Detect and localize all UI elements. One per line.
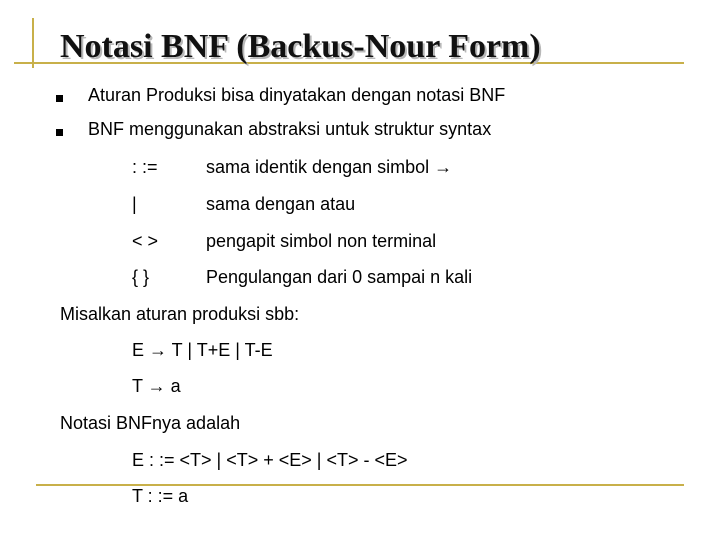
notation-meaning: Pengulangan dari 0 sampai n kali bbox=[206, 267, 473, 287]
notation-meaning: pengapit simbol non terminal bbox=[206, 231, 437, 251]
bnf-intro: Notasi BNFnya adalah bbox=[60, 413, 241, 433]
bullet-marker bbox=[56, 95, 63, 102]
production-rule: T → a bbox=[132, 376, 181, 396]
slide-title: Notasi BNF (Backus-Nour Form) bbox=[60, 28, 541, 65]
notation-symbol: : := bbox=[132, 157, 158, 177]
bullet-text: BNF menggunakan abstraksi untuk struktur syntax bbox=[88, 119, 492, 139]
vertical-accent-line bbox=[32, 18, 34, 68]
notation-symbol: { } bbox=[132, 267, 150, 287]
production-rule: E → T | T+E | T-E bbox=[132, 340, 273, 360]
example-intro: Misalkan aturan produksi sbb: bbox=[60, 304, 300, 324]
notation-symbol: | bbox=[132, 194, 137, 214]
bnf-rule: E : := <T> | <T> + <E> | <T> - <E> bbox=[132, 450, 408, 470]
bullet-marker bbox=[56, 129, 63, 136]
notation-meaning: sama identik dengan simbol → bbox=[206, 157, 453, 177]
bullet-text: Aturan Produksi bisa dinyatakan dengan notasi BNF bbox=[88, 85, 506, 105]
notation-symbol: < > bbox=[132, 231, 159, 251]
bnf-rule: T : := a bbox=[132, 486, 189, 506]
notation-meaning: sama dengan atau bbox=[206, 194, 356, 214]
